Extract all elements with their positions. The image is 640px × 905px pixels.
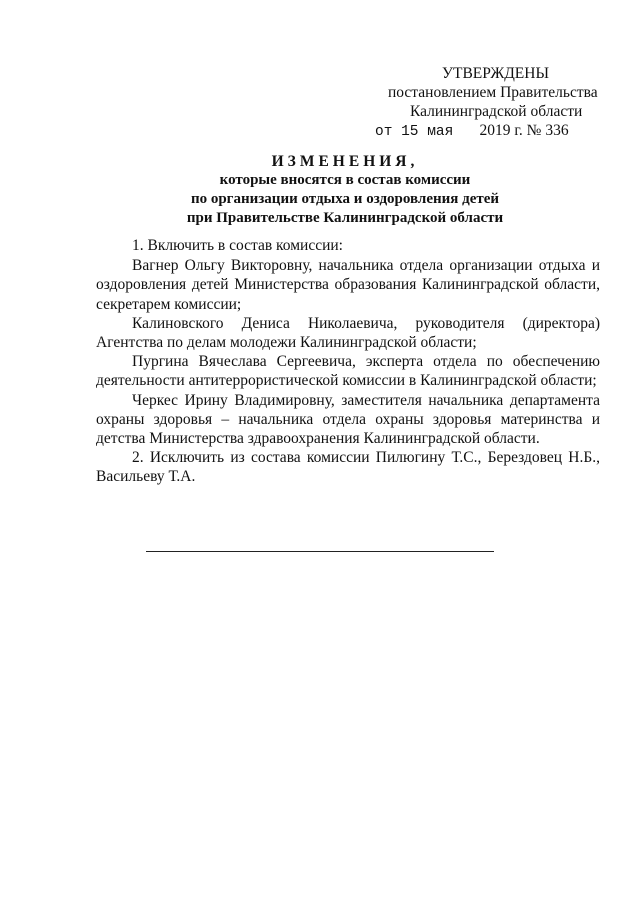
approval-date-day: от 15 мая — [375, 124, 454, 140]
approval-date — [360, 121, 610, 142]
approval-region: Калининградской области — [410, 103, 583, 120]
title-line-2: по организации отдыха и оздоровления детей — [190, 191, 500, 207]
approval-resolution: постановлением Правительства — [388, 84, 598, 101]
approval-stamp — [360, 64, 610, 142]
member-paragraph-1: Вагнер Ольгу Викторовну, начальника отдела организации отдыха и оздоровления детей Министерства образования Калининградской области, секретарем комиссии; — [96, 257, 600, 313]
item-1-heading: 1. Включить в состав комиссии: — [132, 237, 343, 254]
item-2-paragraph: 2. Исключить из состава комиссии Пилюгину Т.С., Берездовец Н.Б., Васильеву Т.А. — [96, 449, 600, 486]
approval-title: УТВЕРЖДЕНЫ — [442, 65, 549, 82]
title-heading: ИЗМЕНЕНИЯ, — [271, 153, 419, 170]
closing-separator-line — [146, 551, 494, 552]
title-line-1: которые вносятся в состав комиссии — [219, 172, 471, 188]
member-paragraph-2: Калиновского Дениса Николаевича, руководителя (директора) Агентства по делам молодежи Калининградской области; — [96, 314, 600, 352]
member-paragraph-3: Пургина Вячеслава Сергеевича, эксперта отдела по обеспечению деятельности антитеррористической комиссии в Калининградской области; — [96, 353, 600, 390]
member-paragraph-4: Черкес Ирину Владимировну, заместителя начальника департамента охраны здоровья – начальника отдела охраны здоровья материнства и детства Министерства здравоохранения Калининградской области. — [96, 391, 600, 448]
document-title — [90, 152, 600, 228]
approval-date-number: 2019 г. № 336 — [479, 122, 569, 139]
document-body — [96, 236, 600, 487]
title-line-3: при Правительстве Калининградской области — [186, 210, 504, 226]
